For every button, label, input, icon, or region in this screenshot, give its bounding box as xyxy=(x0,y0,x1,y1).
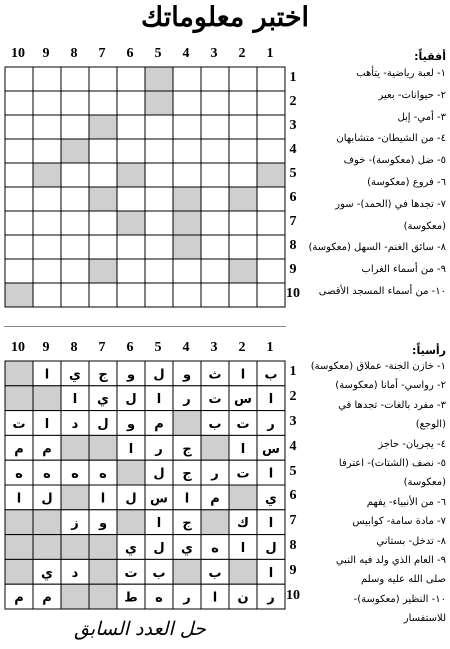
clue-line: ١- لعبة رياضية- يتأهب xyxy=(356,68,446,79)
clue-line: ٦- من الأنبياء- يفهم xyxy=(366,496,446,508)
row-number: 7 xyxy=(289,513,297,529)
column-number: 1 xyxy=(266,46,274,61)
clue-line: ٨- سائق الغنم- السهل (معكوسة) xyxy=(308,242,446,254)
grid-cell[interactable] xyxy=(201,235,229,259)
clue-line: (الوجع) xyxy=(415,419,446,431)
clue-line: للاستفسار xyxy=(403,613,446,625)
row-number: 1 xyxy=(289,364,297,380)
grid-cell[interactable] xyxy=(89,91,117,115)
row-number: 5 xyxy=(289,166,297,181)
shaded-cell xyxy=(89,115,117,139)
shaded-cell xyxy=(89,259,117,283)
shaded-cell xyxy=(145,67,173,91)
shaded-cell xyxy=(229,559,257,584)
cell-letter: ت xyxy=(208,392,222,408)
row-number: 2 xyxy=(289,94,297,109)
column-number: 3 xyxy=(210,46,218,61)
grid-cell[interactable] xyxy=(61,259,89,283)
shaded-cell xyxy=(257,163,285,187)
shaded-cell xyxy=(5,559,33,584)
cell-letter: ج xyxy=(98,367,108,383)
cell-letter: ط xyxy=(124,590,138,606)
shaded-cell xyxy=(229,259,257,283)
shaded-cell xyxy=(117,460,145,485)
grid-cell[interactable] xyxy=(229,67,257,91)
grid-cell[interactable] xyxy=(229,91,257,115)
cell-letter: ل xyxy=(97,417,109,432)
grid-cell[interactable] xyxy=(229,163,257,187)
solution-grid xyxy=(4,360,286,610)
shaded-cell xyxy=(229,187,257,211)
cell-letter: د xyxy=(71,417,79,432)
grid-cell[interactable] xyxy=(201,91,229,115)
cell-letter: ا xyxy=(100,491,106,507)
shaded-cell xyxy=(5,386,33,411)
grid-cell[interactable] xyxy=(145,139,173,163)
grid-cell[interactable] xyxy=(117,67,145,91)
solution-column-numbers xyxy=(4,340,284,358)
row-number: 3 xyxy=(289,118,297,133)
shaded-cell xyxy=(201,435,229,460)
cell-letter: م xyxy=(42,441,52,457)
shaded-cell xyxy=(89,584,117,609)
cell-letter: س xyxy=(150,491,168,507)
row-number: 4 xyxy=(289,438,297,454)
clue-line: ٥- نصف (الشتات)- اعترفا xyxy=(338,458,446,470)
row-number: 6 xyxy=(289,488,297,504)
column-number: 6 xyxy=(126,46,134,61)
clue-line: (معكوسة) xyxy=(403,477,446,489)
grid-cell[interactable] xyxy=(117,91,145,115)
cell-letter: ل xyxy=(125,491,137,507)
row-number: 1 xyxy=(289,70,297,85)
cell-letter: ت xyxy=(12,417,26,432)
grid-cell[interactable] xyxy=(201,187,229,211)
grid-cell[interactable] xyxy=(257,187,285,211)
grid-cell[interactable] xyxy=(5,163,33,187)
grid-cell[interactable] xyxy=(201,211,229,235)
grid-cell[interactable] xyxy=(117,115,145,139)
grid-cell[interactable] xyxy=(201,163,229,187)
grid-cell[interactable] xyxy=(5,67,33,91)
grid-cell[interactable] xyxy=(61,235,89,259)
clue-line: ٥- ضل (معكوسة)- خوف xyxy=(343,155,446,167)
divider xyxy=(4,326,286,327)
row-number: 5 xyxy=(289,463,297,479)
shaded-cell xyxy=(117,163,145,187)
shaded-cell xyxy=(89,535,117,560)
grid-cell[interactable] xyxy=(61,211,89,235)
row-number: 6 xyxy=(289,190,297,205)
column-number: 6 xyxy=(126,340,134,355)
clue-line: (معكوسة) xyxy=(403,220,446,232)
shaded-cell xyxy=(145,91,173,115)
grid-cell[interactable] xyxy=(89,283,117,307)
puzzle-grid[interactable] xyxy=(4,66,286,308)
grid-cell[interactable] xyxy=(201,283,229,307)
cell-letter: ا xyxy=(44,367,50,383)
grid-cell[interactable] xyxy=(257,91,285,115)
grid-cell[interactable] xyxy=(33,235,61,259)
cell-letter: م xyxy=(210,491,220,507)
shaded-cell xyxy=(5,535,33,560)
grid-cell[interactable] xyxy=(89,163,117,187)
cell-letter: ث xyxy=(208,367,222,383)
cell-letter: ي xyxy=(125,541,137,556)
grid-cell[interactable] xyxy=(89,211,117,235)
cell-letter: ر xyxy=(155,441,163,457)
cell-letter: ز xyxy=(71,516,79,532)
grid-cell[interactable] xyxy=(61,115,89,139)
cell-letter: ر xyxy=(211,466,219,482)
clue-line: ٣- مفرد بالغات- تجدها في xyxy=(338,399,446,411)
clue-line: ١- خازن الجنة- عملاق (معكوسة) xyxy=(310,361,446,372)
column-number: 3 xyxy=(210,340,218,355)
shaded-cell xyxy=(61,139,89,163)
grid-cell[interactable] xyxy=(173,163,201,187)
cell-letter: ي xyxy=(41,565,53,581)
shaded-cell xyxy=(61,535,89,560)
cell-letter: ج xyxy=(182,466,192,482)
cell-letter: ا xyxy=(268,392,274,408)
grid-cell[interactable] xyxy=(145,283,173,307)
grid-cell[interactable] xyxy=(145,235,173,259)
cell-letter: ه xyxy=(43,466,51,482)
grid-cell[interactable] xyxy=(33,187,61,211)
grid-cell[interactable] xyxy=(117,187,145,211)
puzzle-column-numbers xyxy=(4,46,284,64)
shaded-cell xyxy=(89,187,117,211)
cell-letter: ب xyxy=(152,565,166,581)
cell-letter: ي xyxy=(97,392,109,408)
grid-cell[interactable] xyxy=(173,115,201,139)
grid-cell[interactable] xyxy=(89,139,117,163)
clue-line: ١٠- من أسماء المسجد الأقصى xyxy=(318,285,446,297)
cell-letter: س xyxy=(234,392,252,408)
cell-letter: ل xyxy=(153,367,165,383)
clue-line: ٢- حيوانات- بعير xyxy=(378,89,446,101)
page-title: اختبر معلوماتك xyxy=(140,2,310,33)
cell-letter: ي xyxy=(69,367,81,383)
row-number: 8 xyxy=(289,538,297,553)
grid-cell[interactable] xyxy=(145,259,173,283)
grid-cell[interactable] xyxy=(257,115,285,139)
shaded-cell xyxy=(5,361,33,386)
cell-letter: ب xyxy=(264,367,278,383)
grid-cell[interactable] xyxy=(117,139,145,163)
grid-cell[interactable] xyxy=(33,115,61,139)
cell-letter: ا xyxy=(44,417,50,432)
cell-letter: م xyxy=(14,441,24,457)
grid-cell[interactable] xyxy=(33,91,61,115)
cell-letter: ت xyxy=(236,417,250,432)
row-number: 10 xyxy=(286,587,300,603)
row-number: 4 xyxy=(289,142,297,157)
shaded-cell xyxy=(5,283,33,307)
shaded-cell xyxy=(173,211,201,235)
grid-cell[interactable] xyxy=(33,211,61,235)
shaded-cell xyxy=(33,535,61,560)
shaded-cell xyxy=(61,584,89,609)
grid-cell[interactable] xyxy=(117,235,145,259)
grid-cell[interactable] xyxy=(145,187,173,211)
shaded-cell xyxy=(117,211,145,235)
grid-cell[interactable] xyxy=(61,67,89,91)
cell-letter: ل xyxy=(153,541,165,556)
cell-letter: ا xyxy=(240,367,246,383)
column-number: 10 xyxy=(11,46,25,61)
cell-letter: و xyxy=(98,516,108,532)
column-number: 2 xyxy=(238,46,246,61)
shaded-cell xyxy=(117,510,145,535)
shaded-cell xyxy=(33,386,61,411)
cell-letter: ه xyxy=(99,466,107,482)
column-number: 7 xyxy=(98,46,106,61)
column-number: 4 xyxy=(182,340,190,355)
cell-letter: ا xyxy=(268,565,274,581)
row-number: 10 xyxy=(286,286,300,301)
cell-letter: ا xyxy=(240,541,246,556)
cell-letter: و xyxy=(126,417,136,432)
grid-cell[interactable] xyxy=(33,259,61,283)
cell-letter: ا xyxy=(128,441,134,457)
grid-cell[interactable] xyxy=(33,283,61,307)
shaded-cell xyxy=(33,510,61,535)
cell-letter: ا xyxy=(240,441,246,457)
cell-letter: ا xyxy=(16,491,22,507)
cell-letter: ا xyxy=(184,491,190,507)
cell-letter: ه xyxy=(211,541,219,556)
grid-cell[interactable] xyxy=(229,283,257,307)
cell-letter: ل xyxy=(125,392,137,408)
cell-letter: ه xyxy=(71,466,79,482)
cell-letter: م xyxy=(42,590,52,606)
grid-cell[interactable] xyxy=(33,139,61,163)
row-number: 9 xyxy=(289,262,297,277)
clue-line: ٣- أمي- إبل xyxy=(397,111,446,123)
cell-letter: ي xyxy=(181,541,193,556)
cell-letter: ت xyxy=(124,565,138,581)
previous-solution-caption: حل العدد السابق xyxy=(74,618,206,640)
grid-cell[interactable] xyxy=(145,115,173,139)
cell-letter: ا xyxy=(72,392,78,408)
cell-letter: ل xyxy=(153,466,165,482)
column-number: 8 xyxy=(70,340,78,355)
grid-cell[interactable] xyxy=(229,139,257,163)
cell-letter: ا xyxy=(268,466,274,482)
shaded-cell xyxy=(89,435,117,460)
grid-cell[interactable] xyxy=(257,283,285,307)
shaded-cell xyxy=(229,485,257,510)
grid-cell[interactable] xyxy=(145,163,173,187)
shaded-cell xyxy=(89,559,117,584)
clue-line: ٧- مادة سامة- كوابيس xyxy=(352,516,446,528)
shaded-cell xyxy=(173,187,201,211)
grid-cell[interactable] xyxy=(5,211,33,235)
clue-line: ٤- يجريان- حاجز xyxy=(378,438,446,450)
cell-letter: ب xyxy=(208,565,222,581)
shaded-cell xyxy=(61,485,89,510)
cell-letter: ر xyxy=(267,590,275,606)
cell-letter: ل xyxy=(265,541,277,556)
cell-letter: ر xyxy=(183,392,191,408)
shaded-cell xyxy=(61,435,89,460)
grid-cell[interactable] xyxy=(201,259,229,283)
clue-line: صلى الله عليه وسلم xyxy=(361,574,446,586)
cell-letter: ه xyxy=(155,590,163,606)
down-heading: رأسياً: xyxy=(412,344,446,357)
column-number: 5 xyxy=(154,340,162,355)
row-number: 9 xyxy=(289,562,297,578)
grid-cell[interactable] xyxy=(89,67,117,91)
cell-letter: ك xyxy=(237,516,249,532)
grid-cell[interactable] xyxy=(33,67,61,91)
column-number: 4 xyxy=(182,46,190,61)
grid-cell[interactable] xyxy=(257,235,285,259)
grid-cell[interactable] xyxy=(173,67,201,91)
cell-letter: و xyxy=(126,367,136,383)
column-number: 9 xyxy=(42,340,50,355)
grid-cell[interactable] xyxy=(257,67,285,91)
grid-cell[interactable] xyxy=(117,259,145,283)
grid-cell[interactable] xyxy=(89,235,117,259)
cell-letter: ا xyxy=(268,516,274,532)
cell-letter: س xyxy=(262,441,280,457)
grid-cell[interactable] xyxy=(257,259,285,283)
cell-letter: ا xyxy=(212,590,218,606)
shaded-cell xyxy=(5,510,33,535)
grid-cell[interactable] xyxy=(5,259,33,283)
down-clues xyxy=(300,344,446,629)
cell-letter: ل xyxy=(41,491,53,507)
clue-line: ٩- من أسماء الغراب xyxy=(361,264,446,276)
grid-cell[interactable] xyxy=(5,139,33,163)
grid-cell[interactable] xyxy=(61,283,89,307)
row-number: 8 xyxy=(289,238,297,253)
grid-cell[interactable] xyxy=(61,187,89,211)
clue-line: ١٠- النظير (معكوسة)- xyxy=(353,593,446,605)
clue-line: ٤- من الشيطان- متشابهان xyxy=(336,133,446,145)
column-number: 2 xyxy=(238,340,246,355)
row-number: 7 xyxy=(289,214,297,229)
shaded-cell xyxy=(33,163,61,187)
grid-cell[interactable] xyxy=(5,115,33,139)
row-number: 3 xyxy=(289,414,297,429)
shaded-cell xyxy=(173,559,201,584)
cell-letter: ب xyxy=(208,417,222,432)
cell-letter: ا xyxy=(156,516,162,532)
grid-cell[interactable] xyxy=(173,91,201,115)
cell-letter: ج xyxy=(182,441,192,457)
across-clues xyxy=(300,50,446,303)
grid-cell[interactable] xyxy=(257,139,285,163)
grid-cell[interactable] xyxy=(201,115,229,139)
clue-line: ٦- فروع (معكوسة) xyxy=(367,176,446,188)
cell-letter: ن xyxy=(237,590,249,606)
grid-cell[interactable] xyxy=(173,283,201,307)
cell-letter: ا xyxy=(156,392,162,408)
grid-cell[interactable] xyxy=(5,187,33,211)
cell-letter: ر xyxy=(183,590,191,606)
grid-cell[interactable] xyxy=(61,163,89,187)
column-number: 9 xyxy=(42,46,50,61)
grid-cell[interactable] xyxy=(5,235,33,259)
clue-line: ٨- تدخل- بستاني xyxy=(376,535,446,547)
across-heading: أفقياً: xyxy=(414,50,446,63)
clue-line: ٢- رواسي- أمانا (معكوسة) xyxy=(335,380,446,392)
shaded-cell xyxy=(173,411,201,436)
row-number: 2 xyxy=(289,389,297,405)
shaded-cell xyxy=(201,510,229,535)
cell-letter: د xyxy=(71,565,79,581)
grid-cell[interactable] xyxy=(229,235,257,259)
cell-letter: ه xyxy=(15,466,23,482)
grid-cell[interactable] xyxy=(117,283,145,307)
cell-letter: ت xyxy=(236,466,250,482)
grid-cell[interactable] xyxy=(5,91,33,115)
grid-cell[interactable] xyxy=(173,259,201,283)
shaded-cell xyxy=(173,235,201,259)
grid-cell[interactable] xyxy=(229,211,257,235)
column-number: 1 xyxy=(266,340,274,355)
cell-letter: ج xyxy=(182,516,192,532)
grid-cell[interactable] xyxy=(61,91,89,115)
cell-letter: ي xyxy=(265,491,277,507)
cell-letter: و xyxy=(182,367,192,383)
grid-cell[interactable] xyxy=(229,115,257,139)
clue-line: ٩- العام الذي ولد فيه النبي xyxy=(335,555,446,567)
grid-cell[interactable] xyxy=(201,67,229,91)
cell-letter: ر xyxy=(267,417,275,432)
cell-letter: م xyxy=(154,417,164,432)
column-number: 7 xyxy=(98,340,106,355)
clue-line: ٧- تجدها في (الحمد)- سور xyxy=(335,198,446,210)
grid-cell[interactable] xyxy=(173,139,201,163)
grid-cell[interactable] xyxy=(201,139,229,163)
cell-letter: م xyxy=(14,590,24,606)
grid-cell[interactable] xyxy=(257,211,285,235)
grid-cell[interactable] xyxy=(145,211,173,235)
column-number: 10 xyxy=(11,340,25,355)
column-number: 8 xyxy=(70,46,78,61)
column-number: 5 xyxy=(154,46,162,61)
